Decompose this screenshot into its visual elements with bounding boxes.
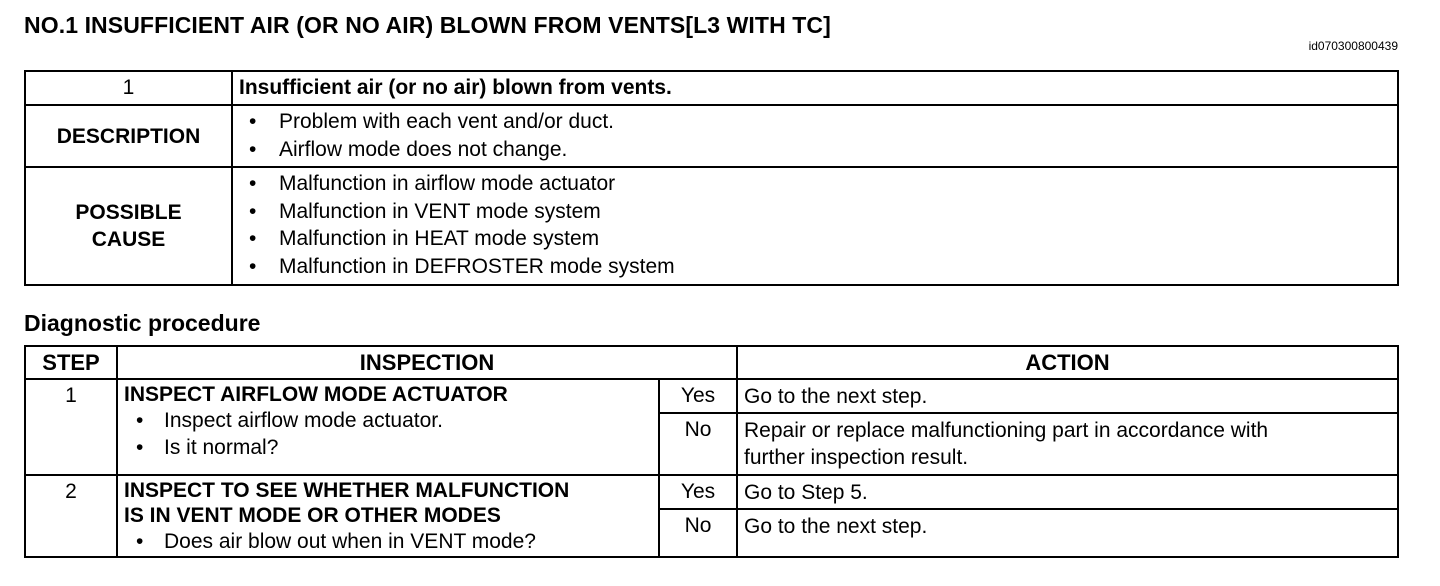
yes-action: Go to Step 5. — [737, 475, 1398, 509]
no-label: No — [659, 413, 737, 475]
step-row-yes — [25, 475, 1398, 509]
step-row-yes — [25, 379, 1398, 413]
column-header-action: ACTION — [737, 346, 1398, 379]
summary-number: 1 — [25, 71, 232, 105]
page-title: NO.1 INSUFFICIENT AIR (OR NO AIR) BLOWN FROM VENTS[L3 WITH TC] — [24, 12, 831, 38]
inspection-list — [124, 407, 652, 461]
possible-cause-content — [232, 167, 1398, 285]
possible-cause-label-line2: CAUSE — [91, 228, 166, 251]
summary-table — [24, 70, 1399, 286]
inspection-title: INSPECT AIRFLOW MODE ACTUATOR — [124, 383, 508, 406]
possible-cause-row — [25, 167, 1398, 285]
possible-cause-label — [25, 167, 232, 285]
column-header-step: STEP — [25, 346, 117, 379]
possible-cause-label-line1: POSSIBLE — [75, 201, 182, 224]
step-number: 1 — [25, 379, 117, 475]
no-label: No — [659, 509, 737, 557]
list-item: • Airflow mode does not change. — [241, 136, 1389, 164]
summary-header-row — [25, 71, 1398, 105]
list-item: • Does air blow out when in VENT mode? — [124, 528, 652, 555]
no-action-line: Go to the next step. — [744, 515, 928, 538]
list-item: • Malfunction in HEAT mode system — [241, 225, 1389, 253]
no-action-line: Repair or replace malfunctioning part in accordance with — [744, 419, 1269, 442]
description-label: DESCRIPTION — [25, 105, 232, 167]
list-item: • Problem with each vent and/or duct. — [241, 108, 1389, 136]
diagnostic-procedure-table — [24, 345, 1399, 558]
column-header-inspection: INSPECTION — [117, 346, 737, 379]
description-list — [241, 106, 1389, 165]
description-content — [232, 105, 1398, 167]
list-item: • Malfunction in airflow mode actuator — [241, 170, 1389, 198]
inspection-title: INSPECT TO SEE WHETHER MALFUNCTION — [124, 479, 570, 502]
inspection-cell — [117, 475, 659, 557]
no-action-line: further inspection result. — [744, 446, 969, 469]
inspection-title: IS IN VENT MODE OR OTHER MODES — [124, 504, 501, 527]
summary-headline: Insufficient air (or no air) blown from vents. — [232, 71, 1398, 105]
no-action — [737, 509, 1398, 557]
section-heading-diagnostic-procedure: Diagnostic procedure — [24, 310, 261, 336]
list-item: • Malfunction in DEFROSTER mode system — [241, 253, 1389, 281]
no-action — [737, 413, 1398, 475]
document-id: id070300800439 — [1308, 39, 1398, 53]
list-item: • Is it normal? — [124, 434, 652, 461]
diagnostic-header-row — [25, 346, 1398, 379]
yes-action: Go to the next step. — [737, 379, 1398, 413]
description-row — [25, 105, 1398, 167]
inspection-list — [124, 528, 652, 555]
list-item: • Malfunction in VENT mode system — [241, 198, 1389, 226]
step-number: 2 — [25, 475, 117, 557]
possible-cause-list — [241, 168, 1389, 282]
list-item: • Inspect airflow mode actuator. — [124, 407, 652, 434]
inspection-cell — [117, 379, 659, 475]
yes-label: Yes — [659, 379, 737, 413]
yes-label: Yes — [659, 475, 737, 509]
